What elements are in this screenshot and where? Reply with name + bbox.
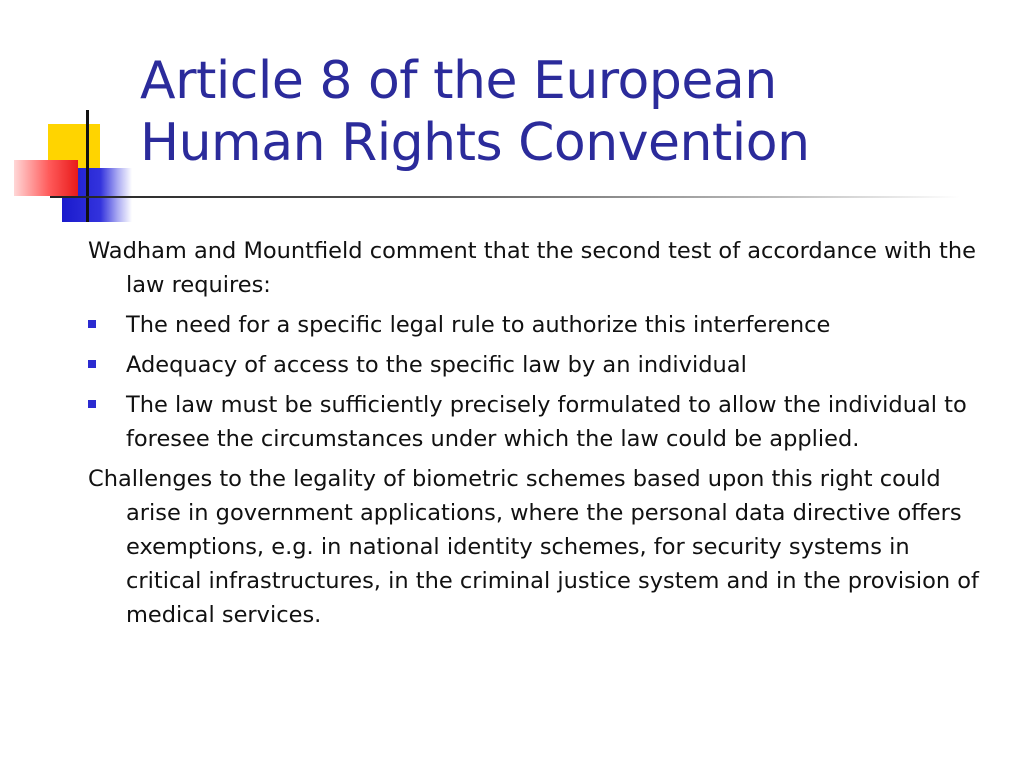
list-item	[88, 308, 988, 342]
closing-paragraph: Challenges to the legality of biometric schemes based upon this right could arise in government applications, where the personal data directive offers exemptions, e.g. in national identity schemes, for security systems in critical infrastructures, in the criminal justice system and in the provision of medical services.	[88, 466, 979, 628]
bullet-text: Adequacy of access to the specific law by an individual	[126, 352, 747, 378]
red-bar-shape	[14, 160, 78, 196]
slide-body	[88, 234, 988, 638]
square-bullet-icon	[88, 400, 96, 408]
bullet-text: The law must be sufficiently precisely formulated to allow the individual to foresee the circumstances under which the law could be applied.	[126, 392, 967, 452]
square-bullet-icon	[88, 360, 96, 368]
vertical-rule	[86, 110, 89, 222]
title-underline-rule	[50, 196, 960, 198]
list-item	[88, 348, 988, 382]
square-bullet-icon	[88, 320, 96, 328]
slide-title	[140, 50, 1000, 174]
intro-paragraph: Wadham and Mountfield comment that the second test of accordance with the law requires:	[88, 238, 976, 298]
list-item	[88, 388, 988, 456]
bullet-list	[88, 308, 988, 456]
bullet-text: The need for a specific legal rule to authorize this interference	[126, 312, 831, 338]
title-line-2: Human Rights Convention	[140, 113, 810, 173]
title-line-1: Article 8 of the European	[140, 51, 777, 111]
